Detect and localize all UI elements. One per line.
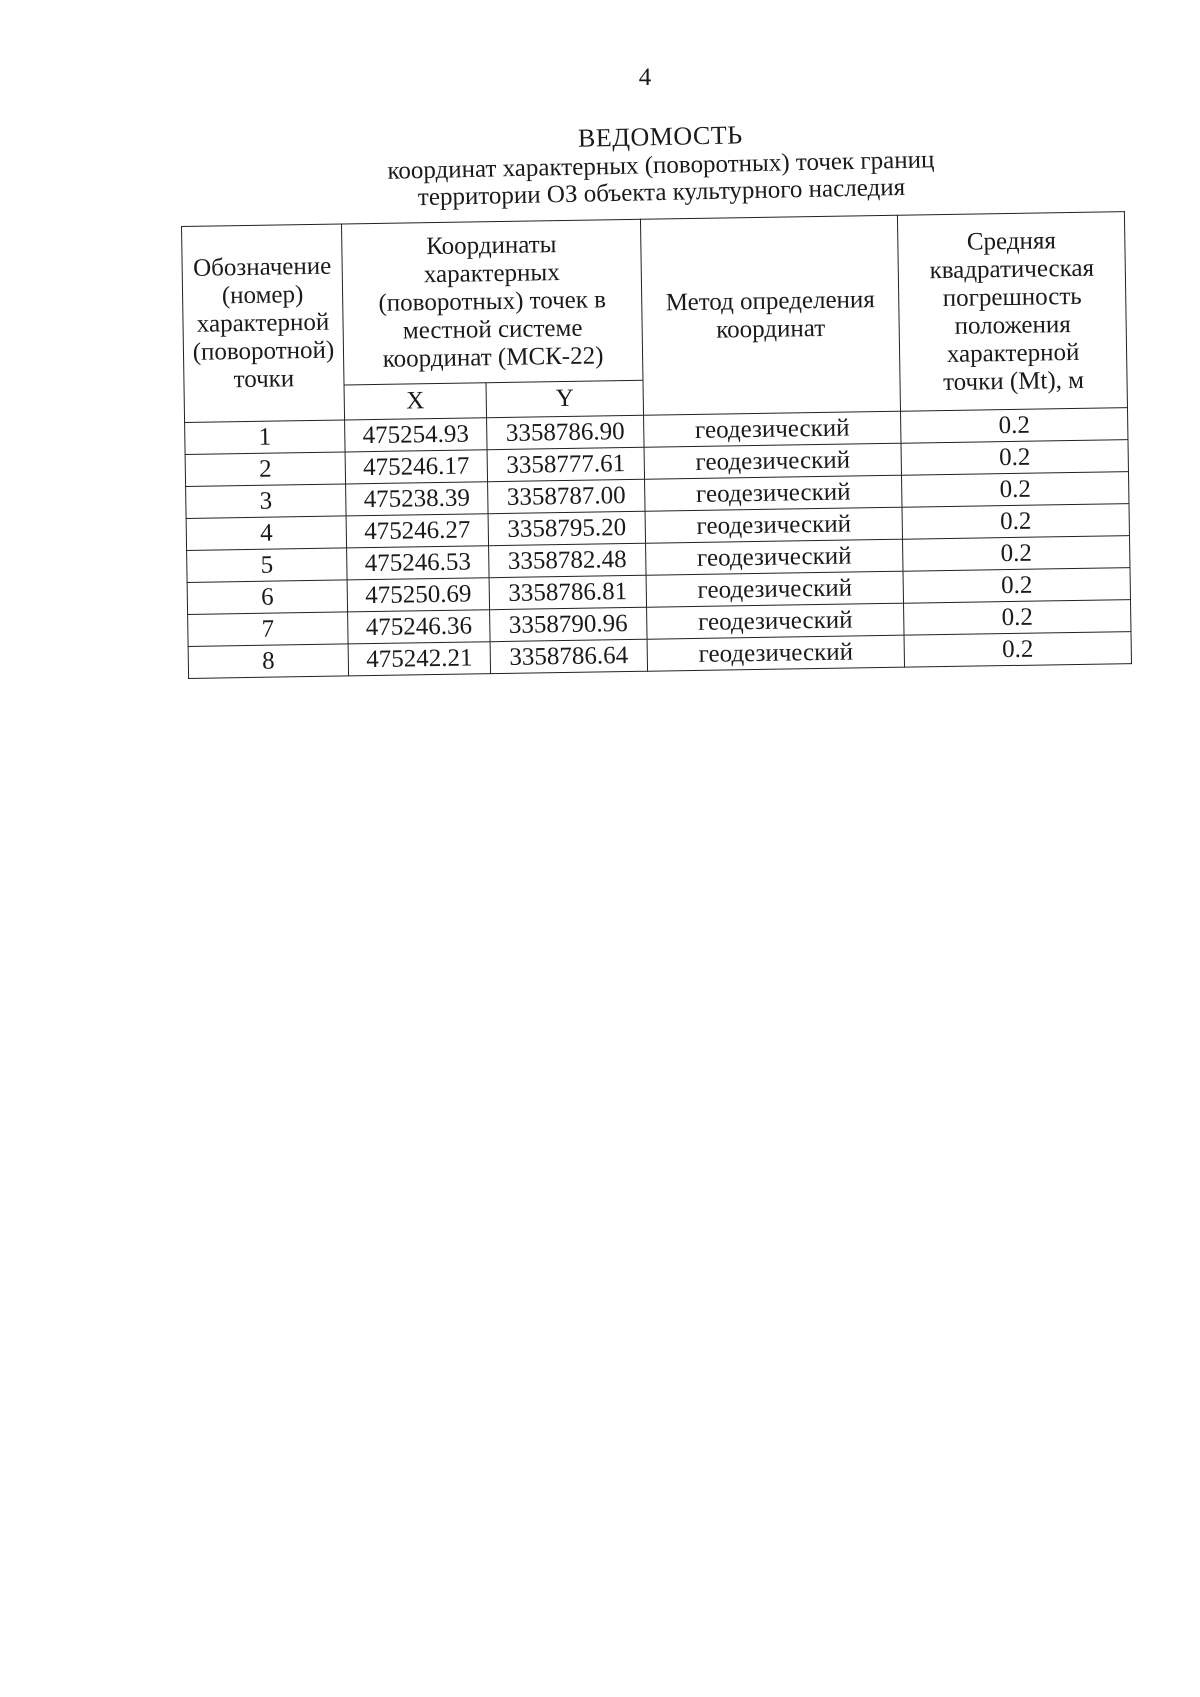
- header-text-line: характерных: [423, 259, 560, 289]
- cell-method: геодезический: [644, 443, 901, 479]
- header-text-line: Метод определения: [665, 285, 876, 316]
- title-block: [300, 114, 1022, 213]
- cell-x: 475242.21: [348, 642, 490, 676]
- header-text-line: точки: [233, 364, 295, 393]
- coordinates-table-wrapper: [181, 211, 1131, 679]
- cell-y: 3358782.48: [489, 543, 646, 577]
- header-text-line: (поворотной): [192, 336, 335, 366]
- cell-point: 1: [185, 420, 345, 455]
- cell-y: 3358777.61: [487, 447, 644, 481]
- header-text-line: (номер): [221, 280, 304, 309]
- header-text-line: погрешность: [942, 282, 1082, 312]
- cell-error: 0.2: [901, 408, 1128, 444]
- document-subtitle-line-1: координат характерных (поворотных) точек границ: [387, 146, 935, 185]
- page-number: 4: [638, 64, 652, 91]
- cell-y: 3358786.64: [490, 639, 647, 673]
- cell-method: геодезический: [647, 635, 904, 671]
- cell-x: 475246.53: [347, 546, 489, 580]
- cell-point: 3: [186, 484, 346, 519]
- cell-point: 7: [188, 612, 348, 647]
- header-point-designation: [182, 224, 345, 422]
- cell-point: 5: [187, 548, 347, 583]
- cell-x: 475246.17: [345, 450, 487, 484]
- header-coordinates: [341, 219, 643, 385]
- header-text-line: Средняя: [966, 226, 1057, 256]
- header-text-line: характерной: [946, 338, 1080, 368]
- cell-error: 0.2: [902, 504, 1129, 540]
- cell-point: 6: [187, 580, 347, 615]
- document-subtitle-line-2: территории ОЗ объекта культурного наследия: [417, 173, 906, 212]
- header-text-line: (поворотных) точек в: [378, 286, 607, 317]
- cell-error: 0.2: [903, 568, 1130, 604]
- cell-error: 0.2: [904, 632, 1131, 668]
- cell-point: 4: [186, 516, 346, 551]
- cell-error: 0.2: [901, 440, 1128, 476]
- cell-y: 3358787.00: [488, 479, 645, 513]
- cell-method: геодезический: [646, 539, 903, 575]
- cell-x: 475238.39: [346, 482, 488, 516]
- header-text-line: Обозначение: [192, 252, 332, 282]
- cell-method: геодезический: [644, 411, 901, 447]
- cell-method: геодезический: [647, 603, 904, 639]
- cell-y: 3358786.81: [489, 575, 646, 609]
- cell-y: 3358790.96: [490, 607, 647, 641]
- header-text-line: координат: [716, 314, 826, 344]
- cell-method: геодезический: [646, 571, 903, 607]
- document-title: ВЕДОМОСТЬ: [577, 120, 743, 153]
- header-text-line: точки (Mt), м: [942, 366, 1085, 396]
- coordinates-table: [181, 211, 1132, 679]
- cell-x: 475246.36: [348, 610, 490, 644]
- header-x: X: [344, 383, 487, 420]
- cell-y: 3358795.20: [488, 511, 645, 545]
- header-text-line: координат (МСК-22): [382, 342, 604, 373]
- cell-y: 3358786.90: [487, 415, 644, 449]
- cell-x: 475254.93: [345, 418, 487, 452]
- cell-point: 2: [185, 452, 345, 487]
- header-text-line: Координаты: [426, 231, 557, 261]
- cell-point: 8: [188, 644, 348, 679]
- cell-x: 475246.27: [346, 514, 488, 548]
- cell-error: 0.2: [904, 600, 1131, 636]
- header-text-line: характерной: [196, 308, 330, 338]
- header-method: [640, 215, 900, 415]
- header-mean-square-error: [897, 212, 1127, 412]
- cell-error: 0.2: [903, 536, 1130, 572]
- cell-method: геодезический: [645, 475, 902, 511]
- header-text-line: положения: [954, 310, 1071, 340]
- cell-error: 0.2: [902, 472, 1129, 508]
- header-text-line: местной системе: [402, 314, 583, 345]
- cell-method: геодезический: [645, 507, 902, 543]
- header-y: Y: [486, 380, 644, 417]
- cell-x: 475250.69: [347, 578, 489, 612]
- header-text-line: квадратическая: [929, 254, 1095, 284]
